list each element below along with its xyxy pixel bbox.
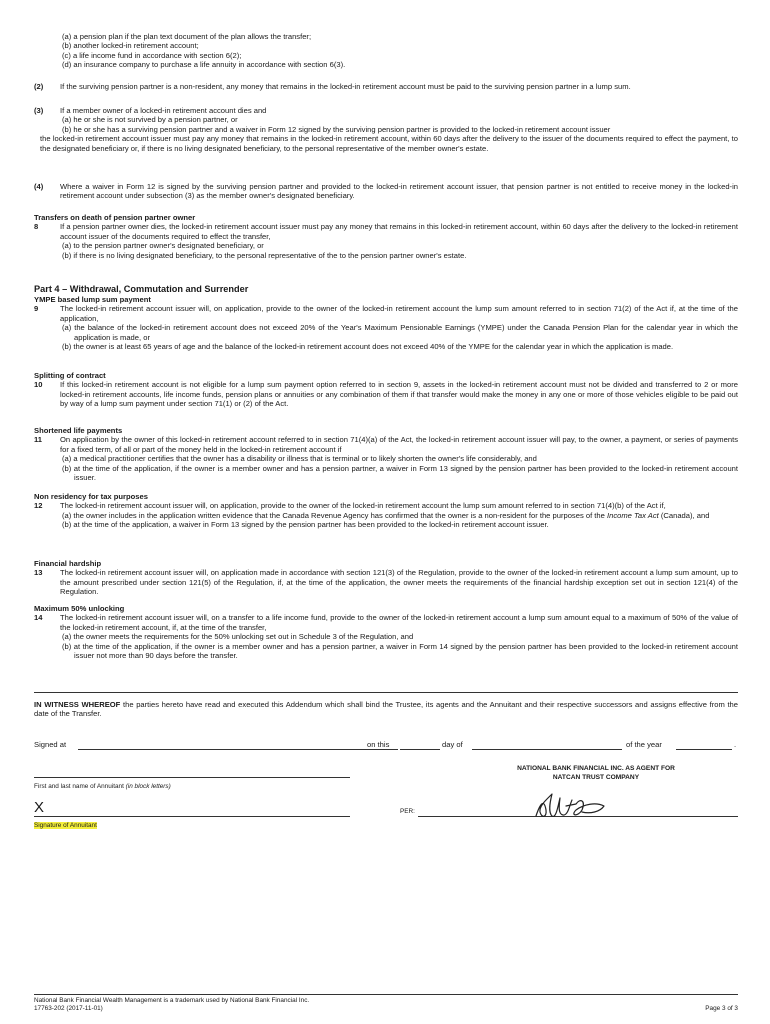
subsection-text: Where a waiver in Form 12 is signed by the surviving pension partner and provided to the locked-in retirement account issuer, that pension partner is not entitled to receive money in the locked-in retirement account under subsection (3) as the member owner's designated beneficiary. — [60, 182, 738, 201]
section-13 — [34, 559, 738, 597]
section-heading: Transfers on death of pension partner owner — [34, 213, 196, 222]
subsection-text: If a member owner of a locked-in retirement account dies and — [60, 106, 267, 115]
section-heading: Non residency for tax purposes — [34, 492, 148, 501]
witness-clause — [34, 700, 738, 719]
list-item: (c) a life income fund in accordance with section 6(2); — [62, 50, 242, 60]
footer — [34, 997, 738, 1013]
on-this-label: on this — [367, 740, 390, 749]
month-field[interactable] — [472, 749, 622, 750]
footer-form-code: 17763-202 (2017-11-01) — [34, 1005, 103, 1012]
subsection-4 — [34, 182, 738, 201]
label-text: First and last name of Annuitant — [34, 783, 126, 790]
subsection-3 — [34, 106, 738, 153]
subsection-number: (3) — [34, 106, 44, 115]
annuitant-name-label — [34, 783, 171, 791]
subsection-text: If the surviving pension partner is a non-resident, any money that remains in the locked-in retirement account must be paid to the surviving pension partner in a lump sum. — [60, 82, 631, 91]
section-item: (a) a medical practitioner certifies that the owner has a disability or illness that is terminal or to likely shorten the owner's life considerably, and — [62, 454, 537, 464]
section-text: If this locked-in retirement account is not eligible for a lump sum payment option referred to in section 9, assets in the locked-in retirement account must not be divided and transferred to 2 or more locked-in retirement accounts, life income funds, pension plans or annuities or any combination of them if that transfer would make the money in any one or more of those vehicles eligible to be paid out by way of a lump sum payment under section 71(1) or (2) of the Act. — [60, 380, 738, 409]
annuitant-signature-label — [34, 822, 97, 830]
section-14 — [34, 604, 738, 660]
section-item: (b) if there is no living designated beneficiary, to the personal representative of the to the pension partner owner's estate. — [62, 250, 467, 260]
agent-line-1: NATIONAL BANK FINANCIAL INC. AS AGENT FOR — [517, 765, 675, 772]
section-text: The locked-in retirement account issuer will, on a transfer to a life income fund, provide to the owner of the locked-in retirement account a lump sum amount equal to a maximum of 50% of the value of the locked-in retirement account, if, at the time of the transfer, — [60, 613, 738, 632]
list-item: (d) an insurance company to purchase a life annuity in accordance with section 6(3). — [62, 60, 346, 70]
footer-trademark: National Bank Financial Wealth Management is a trademark used by National Bank Financial Inc. — [34, 997, 310, 1004]
item-text: (a) the owner includes in the application written evidence that the Canada Revenue Agency has confirmed that the owner is a non-resident for the purposes of the — [62, 510, 607, 520]
transfer-options-list — [34, 32, 738, 70]
section-10 — [34, 371, 738, 409]
subsection-tail: the locked-in retirement account issuer must pay any money that remains in the locked-in retirement account, within 60 days after the delivery to the issuer of the documents required to effect the payment, to the designated beneficiary or, if there is no living designated beneficiary, to the personal representative of the member owner's estate. — [40, 134, 738, 153]
section-item: (b) at the time of the application, a waiver in Form 13 signed by the pension partner has been provided to the locked-in retirement account issuer. — [62, 520, 549, 530]
annuitant-signature-field[interactable] — [34, 816, 350, 817]
subsection-2 — [34, 82, 738, 91]
agent-line-2: NATCAN TRUST COMPANY — [552, 773, 640, 781]
section-11 — [34, 426, 738, 482]
agent-block — [480, 765, 712, 782]
per-label: PER: — [400, 808, 415, 815]
day-of-label: day of — [442, 740, 463, 749]
section-item: (b) at the time of the application, if the owner is a member owner and has a pension partner, a waiver in Form 14 signed by the pension partner has been provided to the locked-in retirement account issuer not more than 90 days before the transfer. — [62, 641, 738, 661]
section-text: The locked-in retirement account issuer will, on application made in accordance with section 121(3) of the Regulation, provide to the owner of the locked-in retirement account a lump sum amount, up to the amount prescribed under section 121(5) of the Regulation, if, at the time of the application, the owner meets the requirements of the financial hardship exception set out in section 121(4) of the Regulation. — [60, 568, 738, 597]
section-heading: Shortened life payments — [34, 426, 123, 435]
page-number: Page 3 of 3 — [705, 1005, 738, 1012]
act-name: Income Tax Act — [606, 510, 659, 520]
section-heading: Financial hardship — [34, 559, 102, 568]
section-number: 11 — [34, 435, 43, 445]
section-number: 10 — [34, 380, 43, 390]
annuitant-name-field[interactable] — [34, 777, 350, 778]
signed-at-label: Signed at — [34, 740, 67, 749]
subsection-number: (2) — [34, 82, 44, 91]
section-text: If a pension partner owner dies, the locked-in retirement account issuer must pay any money that remains in this locked-in retirement account, within 60 days after the delivery to the locked-in retirement account issuer of the documents required to effect the transfer, — [60, 222, 738, 241]
x-mark: X — [34, 799, 45, 816]
section-number: 12 — [34, 501, 43, 511]
section-item: (a) the owner meets the requirements for the 50% unlocking set out in Schedule 3 of the Regulation, and — [62, 632, 414, 642]
section-item: (a) to the pension partner owner's designated beneficiary, or — [62, 241, 264, 251]
section-item — [34, 511, 738, 520]
witness-lead: IN WITNESS WHEREOF — [34, 700, 121, 709]
part-4 — [34, 284, 738, 351]
section-heading: Maximum 50% unlocking — [34, 604, 125, 613]
list-item: (b) another locked-in retirement account; — [62, 41, 199, 51]
section-8 — [34, 213, 738, 260]
section-item: (b) the owner is at least 65 years of age and the balance of the locked-in retirement account does not exceed 40% of the YMPE for the calendar year in which the application is made. — [62, 342, 674, 352]
section-number: 13 — [34, 568, 43, 578]
day-field[interactable] — [400, 749, 440, 750]
section-item: (a) the balance of the locked-in retirement account does not exceed 20% of the Year's Maximum Pensionable Earnings (YMPE) under the Canada Pension Plan for the calendar year in which the application is made, or — [62, 323, 738, 342]
section-text: The locked-in retirement account issuer will, on application, provide to the owner of the locked-in retirement account the lump sum amount referred to in section 71(2) of the Act if, at the time of the application, — [60, 304, 738, 323]
section-text: The locked-in retirement account issuer will, on application, provide to the owner of the locked-in retirement account the lump sum amount referred to in section 71(4)(b) of the Act if, — [60, 501, 666, 511]
signed-at-row — [34, 740, 738, 752]
signed-at-field[interactable] — [78, 749, 398, 750]
label-hint: (in block letters) — [125, 783, 171, 790]
period: . — [734, 740, 737, 749]
witness-text: the parties hereto have read and executed this Addendum which shall bind the Trustee, its agents and the Annuitant and their respective successors and assigns effective from the date of the Transfer. — [34, 700, 738, 719]
subsection-item: (b) he or she has a surviving pension partner and a waiver in Form 12 signed by the surviving pension partner is provided to the locked-in retirement account issuer — [62, 124, 611, 134]
item-text: (Canada), and — [658, 510, 710, 520]
section-number: 14 — [34, 613, 43, 623]
section-heading: YMPE based lump sum payment — [34, 295, 151, 304]
list-item: (a) a pension plan if the plan text document of the plan allows the transfer; — [62, 32, 312, 41]
subsection-number: (4) — [34, 182, 44, 191]
section-item: (b) at the time of the application, if the owner is a member owner and has a pension partner, a waiver in Form 13 signed by the pension partner has been provided to the locked-in retirement account issuer. — [62, 463, 738, 483]
handwritten-signature — [530, 786, 610, 824]
signature-label-text: Signature of Annuitant — [34, 822, 97, 829]
subsection-item: (a) he or she is not survived by a pension partner, or — [62, 115, 238, 125]
footer-divider — [34, 994, 738, 995]
section-12 — [34, 492, 738, 530]
section-heading: Splitting of contract — [34, 371, 106, 380]
section-text: On application by the owner of this locked-in retirement account referred to in section 71(4)(a) of the Act, the locked-in retirement account issuer will pay, to the owner, a payment, or series of payments for a fixed term, of all or part of the money held in the locked-in retirement account if — [60, 435, 738, 454]
divider — [34, 692, 738, 693]
year-field[interactable] — [676, 749, 732, 750]
part-title: Part 4 – Withdrawal, Commutation and Surrender — [34, 284, 249, 294]
section-number: 8 — [34, 222, 39, 232]
section-number: 9 — [34, 304, 39, 314]
of-the-year-label: of the year — [626, 740, 662, 749]
